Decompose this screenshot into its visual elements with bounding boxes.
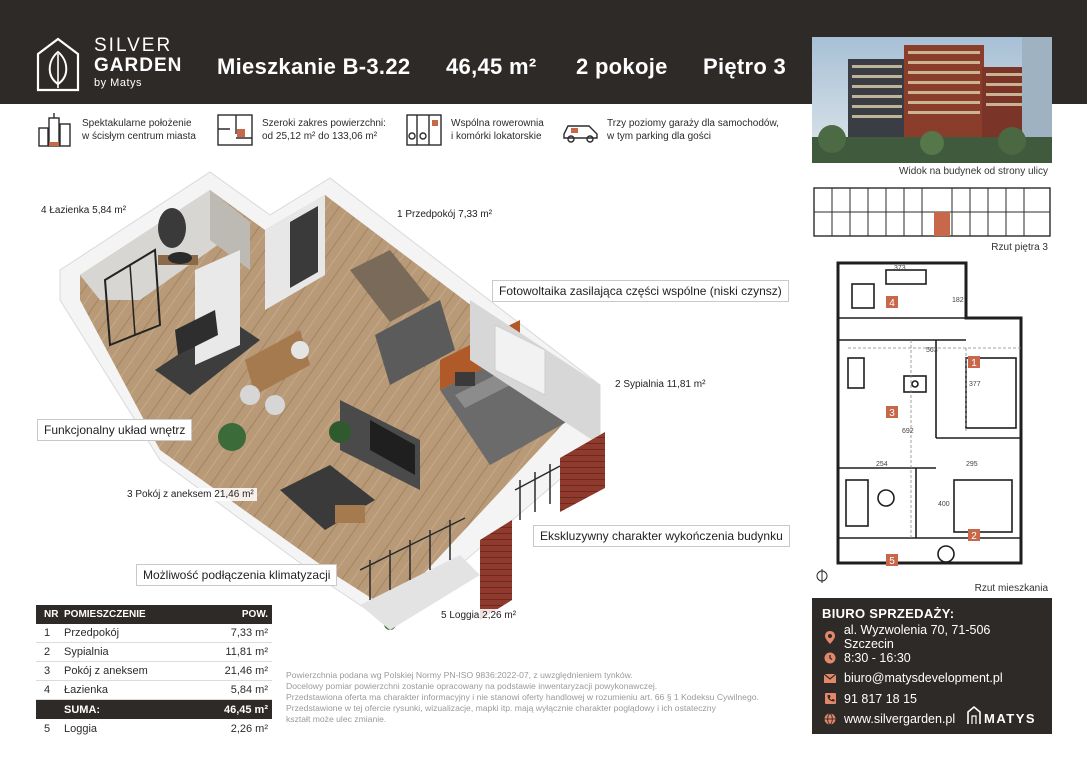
office-hours: 8:30 - 16:30 bbox=[844, 650, 911, 665]
logo-line-1: SILVER bbox=[94, 35, 173, 56]
office-title: BIURO SPRZEDAŻY: bbox=[822, 606, 955, 621]
table-row bbox=[36, 643, 272, 662]
feature-location-line1: Spektakularne położenie bbox=[82, 118, 192, 129]
room-number-4: 4 bbox=[889, 298, 895, 309]
row-room: Przedpokój bbox=[64, 627, 120, 639]
office-email-row[interactable] bbox=[822, 668, 1042, 689]
feature-bike-storage bbox=[405, 112, 544, 148]
dim-373: 373 bbox=[894, 265, 906, 272]
disclaimer-line: Docelowy pomiar powierzchni zostanie opracowany na podstawie inwentaryzacji powykonawczej. bbox=[286, 681, 658, 691]
building-photo bbox=[812, 37, 1052, 163]
dim-563: 563 bbox=[926, 347, 938, 354]
matys-logo bbox=[966, 704, 1040, 726]
logo-wordmark bbox=[94, 36, 182, 90]
callout-photovoltaics: Fotowoltaika zasilająca części wspólne (niski czynsz) bbox=[492, 280, 789, 302]
map-pin-icon bbox=[822, 631, 838, 644]
photo-caption: Widok na budynek od strony ulicy bbox=[899, 166, 1048, 177]
office-address: al. Wyzwolenia 70, 71-506 Szczecin bbox=[843, 623, 991, 652]
feature-location-line2: w ścisłym centrum miasta bbox=[82, 131, 196, 142]
row-area: 2,26 m² bbox=[230, 722, 268, 735]
apartment-rooms: 2 pokoje bbox=[576, 54, 668, 79]
feature-storage-line1: Wspólna rowerownia bbox=[451, 118, 544, 129]
row-area: 21,46 m² bbox=[224, 665, 268, 677]
table-row bbox=[36, 681, 272, 700]
apartment-floor-plan bbox=[816, 258, 1052, 584]
label-bathroom: 4 Łazienka 5,84 m² bbox=[38, 204, 129, 217]
feature-area-range bbox=[216, 112, 386, 148]
table-row bbox=[36, 719, 272, 738]
col-nr: NR bbox=[44, 609, 59, 620]
apartment-area: 46,45 m² bbox=[446, 54, 537, 79]
table-row bbox=[36, 624, 272, 643]
feature-area-line2: od 25,12 m² do 133,06 m² bbox=[262, 131, 378, 142]
floor-plan-thumbnail bbox=[812, 186, 1052, 238]
dim-182: 182 bbox=[952, 297, 964, 304]
floor-plan-caption: Rzut piętra 3 bbox=[991, 242, 1048, 253]
dim-400: 400 bbox=[938, 501, 950, 508]
office-address-row bbox=[822, 623, 1042, 652]
apartment-id: Mieszkanie B-3.22 bbox=[217, 54, 411, 79]
floor-plan-icon bbox=[216, 112, 254, 148]
row-area: 11,81 m² bbox=[225, 646, 268, 658]
matys-wordmark: MATYS bbox=[984, 711, 1037, 726]
silver-garden-logo[interactable] bbox=[36, 36, 196, 96]
table-header bbox=[36, 605, 272, 624]
feature-storage-line2: i komórki lokatorskie bbox=[451, 131, 542, 142]
logo-line-2: GARDEN bbox=[94, 55, 183, 76]
feature-garage-line2: w tym parking dla gości bbox=[607, 131, 711, 142]
disclaimer-line: Przedstawione w tej ofercie rysunki, wizualizacje, mapki itp. mają wyłącznie charakter poglądowy i ich ostateczny bbox=[286, 703, 716, 713]
room-number-5: 5 bbox=[889, 556, 895, 567]
storage-lockers-icon bbox=[405, 112, 443, 148]
room-number-1: 1 bbox=[971, 358, 977, 369]
sales-office-box bbox=[812, 598, 1052, 734]
clock-icon bbox=[822, 652, 838, 664]
room-number-3: 3 bbox=[889, 408, 895, 419]
row-room: Pokój z aneksem bbox=[64, 665, 148, 677]
row-room: Łazienka bbox=[64, 684, 109, 696]
callout-exclusive-finish: Ekskluzywny charakter wykończenia budynku bbox=[533, 525, 790, 547]
dim-377: 377 bbox=[969, 381, 981, 388]
callout-functional-layout: Funkcjonalny układ wnętrz bbox=[37, 419, 192, 441]
dim-295: 295 bbox=[966, 461, 978, 468]
row-nr: 5 bbox=[44, 722, 51, 735]
feature-garage-line1: Trzy poziomy garaży dla samochodów, bbox=[607, 118, 779, 129]
dim-254: 254 bbox=[876, 461, 888, 468]
office-email-link[interactable]: biuro@matysdevelopment.pl bbox=[844, 671, 1003, 686]
row-room: Loggia bbox=[64, 722, 98, 735]
row-nr: 4 bbox=[44, 684, 51, 696]
apartment-floor: Piętro 3 bbox=[703, 54, 787, 79]
legal-disclaimer bbox=[286, 670, 776, 725]
row-area: 5,84 m² bbox=[230, 684, 268, 696]
label-loggia: 5 Loggia 2,26 m² bbox=[438, 609, 519, 622]
city-buildings-icon bbox=[36, 112, 74, 148]
table-sum-row bbox=[36, 700, 272, 719]
office-phone-link[interactable]: 91 817 18 15 bbox=[844, 691, 917, 706]
office-website-link[interactable]: www.silvergarden.pl bbox=[844, 712, 956, 727]
sum-area: 46,45 m² bbox=[223, 703, 268, 716]
leaf-house-logo-icon bbox=[36, 36, 80, 92]
apartment-plan-caption: Rzut mieszkania bbox=[974, 583, 1048, 594]
callout-air-conditioning: Możliwość podłączenia klimatyzacji bbox=[136, 564, 337, 586]
col-area: POW. bbox=[241, 609, 268, 620]
room-area-table bbox=[36, 605, 272, 738]
table-row bbox=[36, 662, 272, 681]
label-bedroom: 2 Sypialnia 11,81 m² bbox=[612, 378, 708, 391]
row-room: Sypialnia bbox=[64, 646, 109, 658]
label-living-room: 3 Pokój z aneksem 21,46 m² bbox=[124, 488, 257, 501]
phone-icon bbox=[822, 693, 838, 704]
disclaimer-line: Przedstawiona oferta ma charakter informacyjny i nie stanowi oferty handlowej w rozumieniu art. 66 § 1 Kodeksu Cywilnego. bbox=[286, 692, 759, 702]
logo-line-3: by Matys bbox=[94, 77, 143, 89]
disclaimer-line: kształt może ulec zmianie. bbox=[286, 714, 387, 724]
envelope-icon bbox=[822, 674, 838, 683]
sum-label: SUMA: bbox=[64, 703, 101, 716]
dim-692: 692 bbox=[902, 428, 914, 435]
feature-area-line1: Szeroki zakres powierzchni: bbox=[262, 118, 386, 129]
row-nr: 1 bbox=[44, 627, 51, 639]
row-nr: 3 bbox=[44, 665, 51, 677]
col-room: POMIESZCZENIE bbox=[64, 609, 146, 620]
car-icon bbox=[561, 112, 599, 148]
apartment-3d-visualization bbox=[0, 160, 800, 660]
row-area: 7,33 m² bbox=[230, 627, 268, 639]
label-hall: 1 Przedpokój 7,33 m² bbox=[394, 208, 495, 221]
disclaimer-line: Powierzchnia podana wg Polskiej Normy PN-ISO 9836:2022-07, z uwzględnieniem tynków. bbox=[286, 670, 633, 680]
room-number-2: 2 bbox=[971, 531, 977, 542]
globe-icon bbox=[822, 713, 838, 725]
row-nr: 2 bbox=[44, 646, 51, 658]
feature-location bbox=[36, 112, 196, 148]
feature-garage bbox=[561, 112, 779, 148]
